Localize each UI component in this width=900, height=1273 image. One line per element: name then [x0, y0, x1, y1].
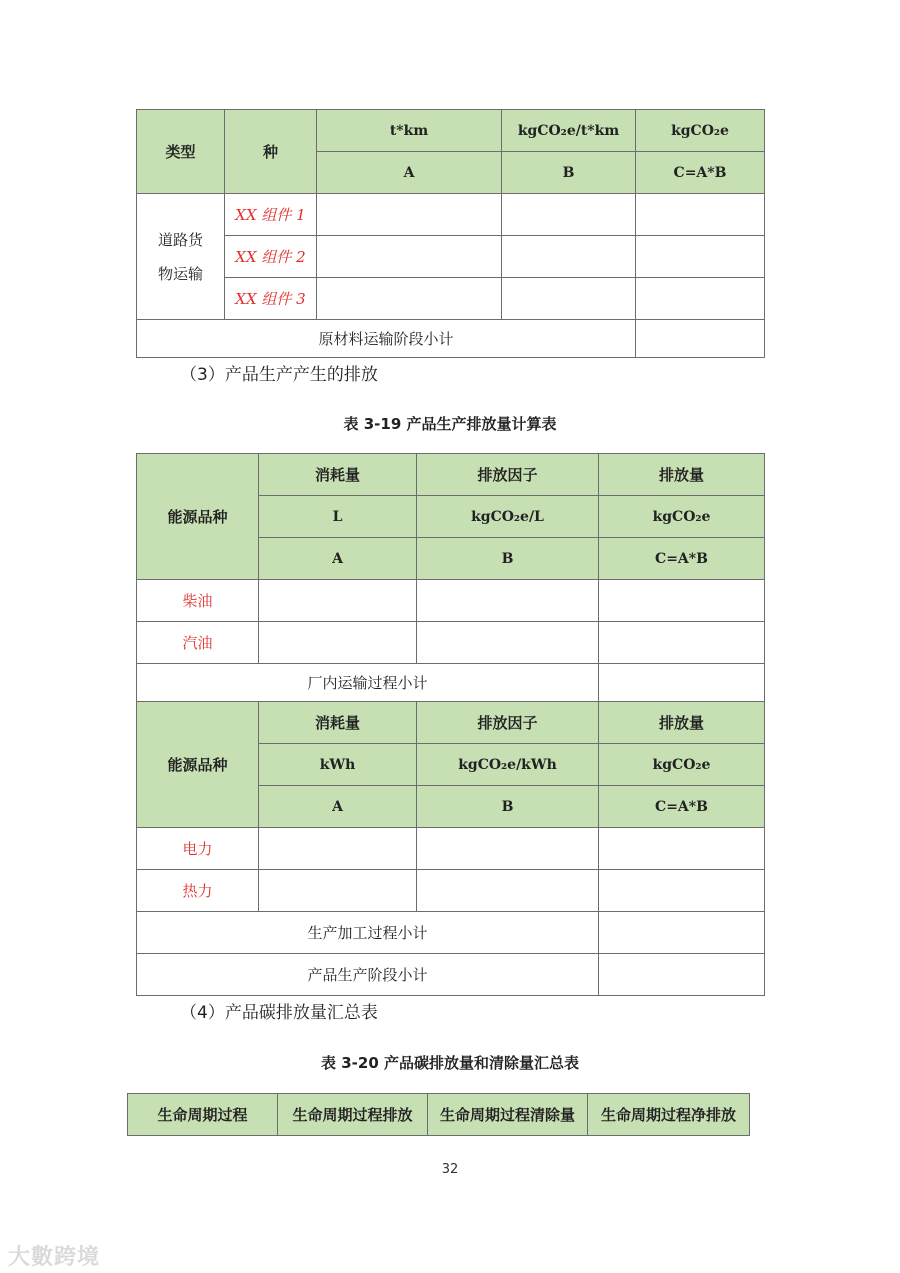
transport-subtotal-label: 原材料运输阶段小计 [137, 320, 636, 358]
table-cell [259, 580, 417, 622]
table-cell [317, 278, 502, 320]
component-2: XX 组件 2 [225, 236, 317, 278]
energy-diesel: 柴油 [137, 580, 259, 622]
production-table [136, 453, 765, 996]
table-cell [636, 194, 765, 236]
table-cell [259, 622, 417, 664]
table-cell [599, 622, 765, 664]
component-3: XX 组件 3 [225, 278, 317, 320]
table-cell [599, 580, 765, 622]
table-cell [502, 194, 636, 236]
code-b: B [417, 538, 599, 580]
in-plant-transport-subtotal: 厂内运输过程小计 [137, 664, 599, 702]
table-cell [417, 580, 599, 622]
table-cell [259, 828, 417, 870]
summary-header-emission: 生命周期过程排放 [278, 1094, 428, 1136]
header-code-b: B [502, 152, 636, 194]
table-cell [599, 870, 765, 912]
section-4-heading: （4）产品碳排放量汇总表 [180, 1003, 378, 1023]
consumption-header-2: 消耗量 [259, 702, 417, 744]
table-3-19-caption: 表 3-19 产品生产排放量计算表 [343, 415, 557, 433]
code-c-2: C=A*B [599, 786, 765, 828]
table-cell [317, 194, 502, 236]
table-cell [599, 954, 765, 996]
factor-header: 排放因子 [417, 454, 599, 496]
code-a: A [259, 538, 417, 580]
header-unit-tkm: t*km [317, 110, 502, 152]
header-type: 类型 [137, 110, 225, 194]
emission-header-2: 排放量 [599, 702, 765, 744]
table-cell [636, 236, 765, 278]
emission-header: 排放量 [599, 454, 765, 496]
factor-header-2: 排放因子 [417, 702, 599, 744]
table-cell [599, 912, 765, 954]
page-number: 32 [441, 1162, 459, 1177]
code-b-2: B [417, 786, 599, 828]
header-code-c: C=A*B [636, 152, 765, 194]
summary-header-net: 生命周期过程净排放 [588, 1094, 750, 1136]
unit-emission: kgCO₂e [599, 496, 765, 538]
summary-header-process: 生命周期过程 [128, 1094, 278, 1136]
unit-l: L [259, 496, 417, 538]
unit-factor-kwh: kgCO₂e/kWh [417, 744, 599, 786]
unit-emission-2: kgCO₂e [599, 744, 765, 786]
consumption-header: 消耗量 [259, 454, 417, 496]
table-cell [417, 622, 599, 664]
energy-gasoline: 汽油 [137, 622, 259, 664]
header-unit-emission: kgCO₂e [636, 110, 765, 152]
code-a-2: A [259, 786, 417, 828]
table-cell [259, 870, 417, 912]
header-unit-factor: kgCO₂e/t*km [502, 110, 636, 152]
header-code-a: A [317, 152, 502, 194]
code-c: C=A*B [599, 538, 765, 580]
header-kind: 种 [225, 110, 317, 194]
table-cell [502, 278, 636, 320]
energy-type-header-2: 能源品种 [137, 702, 259, 828]
table-cell [599, 664, 765, 702]
watermark-logo: 大數跨境 [8, 1245, 101, 1270]
production-stage-subtotal: 产品生产阶段小计 [137, 954, 599, 996]
energy-heat: 热力 [137, 870, 259, 912]
table-cell [502, 236, 636, 278]
energy-electricity: 电力 [137, 828, 259, 870]
table-cell [417, 870, 599, 912]
energy-type-header: 能源品种 [137, 454, 259, 580]
unit-factor-l: kgCO₂e/L [417, 496, 599, 538]
table-cell [636, 320, 765, 358]
summary-header-removal: 生命周期过程清除量 [428, 1094, 588, 1136]
processing-subtotal: 生产加工过程小计 [137, 912, 599, 954]
table-cell [599, 828, 765, 870]
section-3-heading: （3）产品生产产生的排放 [180, 365, 378, 385]
component-1: XX 组件 1 [225, 194, 317, 236]
table-3-20-caption: 表 3-20 产品碳排放量和清除量汇总表 [321, 1054, 579, 1072]
table-cell [417, 828, 599, 870]
unit-kwh: kWh [259, 744, 417, 786]
table-cell [636, 278, 765, 320]
transport-table [136, 109, 765, 358]
transport-type-label: 道路货物运输 [137, 194, 225, 320]
summary-table [127, 1093, 750, 1136]
table-cell [317, 236, 502, 278]
